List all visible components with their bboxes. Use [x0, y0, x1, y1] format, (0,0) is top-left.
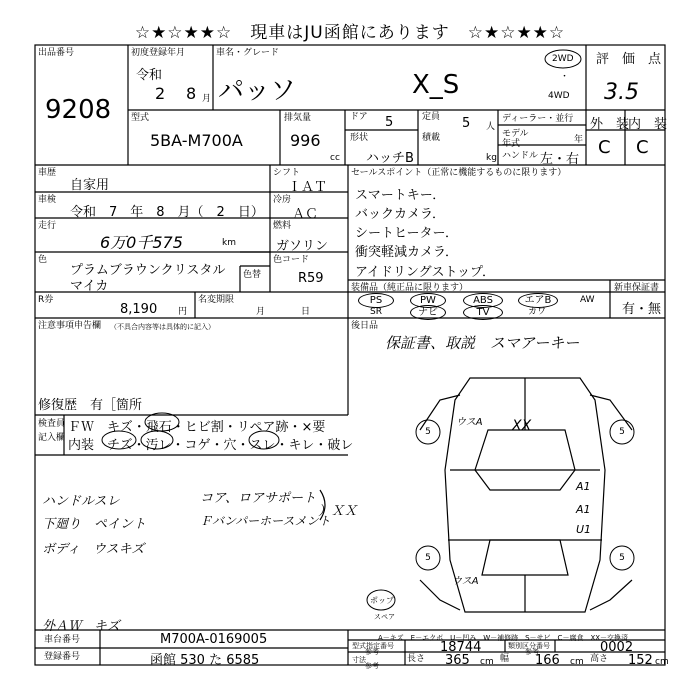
color-code-value: R59 — [298, 271, 324, 286]
reg-month-unit: 月 — [202, 94, 212, 104]
reg-year: 2 — [155, 84, 166, 103]
person-unit: 人 — [486, 122, 496, 132]
category-ref: 参考 — [525, 648, 539, 656]
recycle-label: R券 — [38, 295, 54, 305]
lot-label: 出品番号 — [38, 48, 75, 58]
damage-mark: ウスA — [456, 417, 483, 428]
score-value: 3.5 — [604, 80, 639, 105]
width-unit: cm — [570, 657, 584, 667]
shape-label: 形状 — [350, 133, 369, 143]
after-items-label: 後日品 — [351, 321, 379, 331]
handwritten-line: Ｆバンパーホースメント — [200, 514, 331, 528]
mileage-value: 6万0千575 — [100, 233, 183, 252]
sales-point-item: 衝突軽減カメラ． — [355, 245, 458, 260]
designation-ref: 参考 — [365, 648, 379, 656]
equip-ps: PS — [358, 293, 394, 308]
equip-aw: AW — [580, 295, 595, 305]
kg-unit: kg — [486, 153, 497, 163]
handle-label: ハンドル — [502, 151, 539, 161]
damage-legend: A－キズ E－エクボ U－凹み W－補修跡 S－サビ C－腐食 XX－交換済 — [378, 634, 629, 642]
sales-point-item: スマートキー． — [355, 188, 446, 203]
handwritten-line: 外ＡＷ キズ — [42, 619, 120, 634]
load-label: 積載 — [422, 133, 441, 143]
equip-navi: ナビ — [410, 305, 446, 320]
color-change-label: 色替 — [243, 270, 262, 280]
drive-4wd: 4WD — [548, 91, 570, 101]
repair-history: 修復歴 有［箇所 — [38, 398, 143, 413]
dimension-ref: 参考 — [365, 662, 379, 670]
warranty-value: 有・無 — [622, 302, 662, 317]
handle-value: 左・右 — [540, 152, 580, 167]
notes-label: 注意事項申告欄 — [38, 321, 102, 331]
spare-label: スペア — [374, 613, 395, 621]
capacity-value: 5 — [462, 116, 471, 131]
interior-grade: C — [636, 137, 649, 158]
exterior-label: 外 装 — [590, 117, 630, 132]
designation-label: 型式指定番号 — [352, 642, 394, 650]
damage-mark: XX — [512, 418, 532, 434]
width-label: 幅 — [500, 654, 510, 664]
handwritten-line: ボディ ウスキズ — [42, 542, 145, 557]
shift-value: ＩＡＴ — [288, 180, 328, 195]
score-label: 評 価 点 — [596, 52, 662, 67]
inspector-label: 検査員 — [38, 419, 66, 429]
sales-point-item: アイドリングストップ． — [355, 265, 496, 280]
inspector-row-2: 内装 チズ・汚レ・コゲ・穴・スレ・キレ・破レ — [68, 438, 354, 453]
inspection-label: 車検 — [38, 195, 57, 205]
drive-dot: ・ — [560, 72, 570, 82]
fuel-label: 燃料 — [273, 221, 292, 231]
handwritten-line: 下廻り ペイント — [42, 517, 147, 532]
shift-label: シフト — [273, 168, 301, 178]
handwritten-line: コア、ロアサポート — [200, 491, 316, 506]
fuel-value: ガソリン — [276, 239, 329, 254]
deadline-label: 名変期限 — [198, 295, 235, 305]
ac-label: 冷房 — [273, 195, 292, 205]
drive-2wd: 2WD — [552, 54, 574, 64]
tire-depth: 5 — [425, 427, 431, 437]
mileage-label: 走行 — [38, 221, 57, 231]
plate-value: 函館 530 た 6585 — [150, 653, 260, 668]
designation-value: 18744 — [440, 640, 482, 655]
reg-month: 8 — [186, 84, 197, 103]
damage-mark: ウスA — [452, 576, 479, 587]
model-label: 車名・グレード — [216, 48, 280, 58]
spare-mark: ポップ — [370, 596, 394, 605]
dealer-label: ディーラー・並行 — [502, 114, 574, 124]
exterior-grade: C — [598, 137, 611, 158]
equip-tv: TV — [463, 305, 503, 320]
color-code-label: 色コード — [273, 255, 310, 265]
color-line2: マイカ — [70, 279, 109, 294]
cc-unit: cc — [330, 153, 340, 163]
notes-sub: （不具合内容等は具体的に記入） — [110, 323, 215, 331]
category-label: 類別区分番号 — [508, 642, 550, 650]
color-label: 色 — [38, 255, 48, 265]
height-label: 高さ — [590, 654, 609, 664]
width-value: 166 — [535, 653, 560, 668]
km-unit: km — [222, 238, 236, 248]
damage-mark: U1 — [576, 523, 592, 536]
category-value: 0002 — [600, 640, 634, 655]
warranty-label: 新車保証書 — [614, 283, 660, 293]
type-code: 5BA-M700A — [150, 131, 243, 150]
plate-label: 登録番号 — [44, 652, 81, 662]
yen-unit: 円 — [178, 307, 188, 317]
capacity-label: 定員 — [422, 112, 441, 122]
inspector-label-2: 記入欄 — [38, 433, 66, 443]
doors-value: 5 — [385, 115, 394, 130]
type-label: 型式 — [131, 113, 150, 123]
equip-sr: SR — [370, 307, 382, 317]
dimension-label: 寸法 — [352, 656, 366, 664]
shape-value: ハッチB — [366, 151, 414, 166]
reg-label: 初度登録年月 — [131, 48, 186, 58]
length-label: 長さ — [407, 654, 426, 664]
handwritten-line: ハンドルスレ — [42, 494, 120, 509]
after-items-value: 保証書、取説 スマアーキー — [385, 334, 580, 352]
damage-mark: A1 — [576, 503, 591, 516]
color-line1: プラムブラウンクリスタル — [70, 263, 226, 278]
history-label: 車歴 — [38, 168, 57, 178]
equipment-label: 装備品（純正品に限ります） — [351, 283, 469, 293]
length-unit: cm — [480, 657, 494, 667]
length-value: 365 — [445, 653, 470, 668]
car-name: パッソ — [218, 76, 297, 106]
chassis-value: M700A-0169005 — [160, 632, 268, 647]
height-unit: cm — [655, 657, 669, 667]
interior-label: 内 装 — [628, 117, 668, 132]
sales-point-item: バックカメラ． — [355, 207, 445, 222]
inspection-value: 令和 7 年 8 月（ 2 日） — [70, 205, 264, 220]
height-value: 152 — [628, 653, 653, 668]
equip-airbag: エアB — [518, 293, 558, 308]
displacement-value: 996 — [290, 131, 321, 150]
handwritten-line: ）ＸＸ — [318, 504, 358, 519]
reg-era: 令和 — [136, 68, 163, 83]
doors-label: ドア — [350, 112, 368, 122]
equip-pw: PW — [410, 293, 446, 308]
banner-text: ☆★☆★★☆ 現車はJU函館にあります ☆★☆★★☆ — [134, 23, 566, 43]
inspector-row-1: ＦＷ キズ・飛石・ヒビ割・リペア跡・×要 — [68, 420, 326, 435]
ac-value: ＡＣ — [292, 207, 319, 222]
model-year-label: モデル年式 — [502, 129, 529, 149]
displacement-label: 排気量 — [284, 113, 312, 123]
equip-abs: ABS — [463, 293, 503, 308]
sales-points-label: セールスポイント（正常に機能するものに限ります） — [351, 168, 567, 178]
history-value: 自家用 — [70, 178, 110, 193]
damage-mark: A1 — [576, 480, 591, 493]
deadline-value: 月 日 — [256, 307, 311, 317]
equip-leather: カワ — [527, 307, 546, 317]
tire-depth: 5 — [619, 427, 625, 437]
chassis-label: 車台番号 — [44, 635, 81, 645]
recycle-fee: 8,190 — [120, 302, 158, 317]
tire-depth: 5 — [619, 553, 625, 563]
model-year-unit: 年 — [574, 135, 584, 145]
tire-depth: 5 — [425, 553, 431, 563]
sales-point-item: シートヒーター． — [355, 226, 458, 241]
lot-number: 9208 — [45, 95, 112, 125]
car-grade: X_S — [412, 70, 460, 100]
